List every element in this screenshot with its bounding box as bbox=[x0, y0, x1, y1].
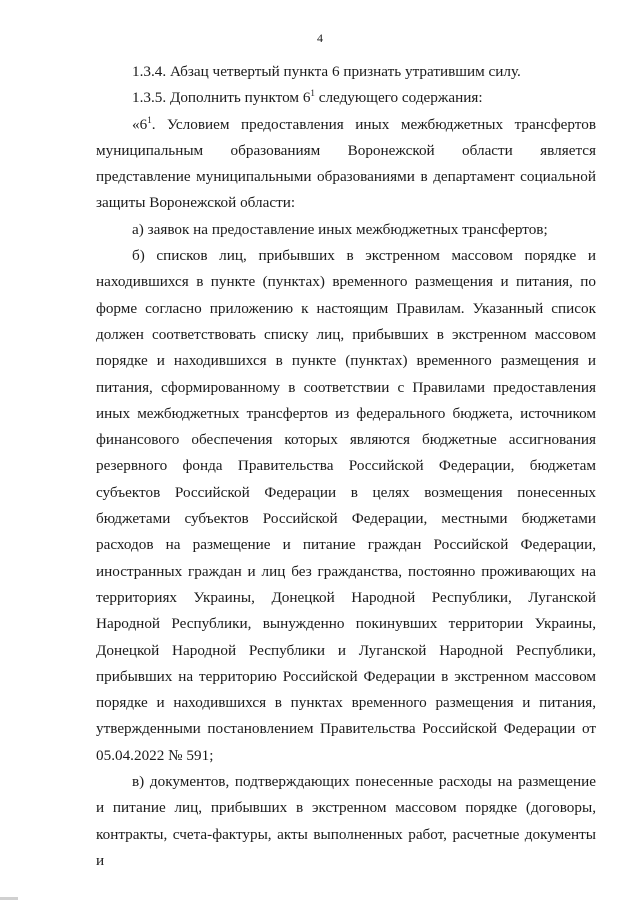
list-item-v: в) документов, подтверждающих понесенные расходы на размещение и питание лиц, прибывших в экстренном массовом порядке (договоры, контракты, счета-фактуры, акты выполненных работ, расчетные документы и bbox=[96, 773, 596, 869]
paragraph-1-3-5 bbox=[96, 85, 596, 111]
list-item-b: б) списков лиц, прибывших в экстренном массовом порядке и находившихся в пункте (пунктах) временного размещения и питания, по форме согласно приложению к настоящим Правилам. Указанный список должен соответствовать списку лиц, прибывших в экстренном массовом порядке и находившихся в пункте (пунктах) временного размещения и питания, сформированному в соответствии с Правилами предоставления иных межбюджетных трансфертов из федерального бюджета, источником финансового обеспечения которых являются бюджетные ассигнования резервного фонда Правительства Российской Федерации, бюджетам субъектов Российской Федерации в целях возмещения понесенных бюджетами субъектов Российской Федерации, местными бюджетами расходов на размещение и питание граждан Российской Федерации, иностранных граждан и лиц без гражданства, постоянно проживающих на территориях Украины, Донецкой Народной Республики, Луганской Народной Республики, вынужденно покинувших территории Украины, Донецкой Народной Республики и Луганской Народной Республики, прибывших на территорию Российской Федерации в экстренном массовом порядке и находившихся в пунктах временного размещения и питания, утвержденными постановлением Правительства Российской Федерации от 05.04.2022 № 591; bbox=[96, 247, 596, 764]
document-body bbox=[96, 59, 596, 874]
paragraph-6-1 bbox=[96, 112, 596, 217]
superscript-index: 1 bbox=[310, 88, 315, 99]
page-number: 4 bbox=[317, 31, 323, 45]
paragraph-1-3-5-text-before: 1.3.5. Дополнить пунктом 6 bbox=[132, 89, 311, 107]
paragraph-6-1-number: «6 bbox=[132, 115, 148, 133]
paragraph-1-3-5-text-after: следующего содержания: bbox=[314, 89, 483, 107]
paragraph-6-1-text: . Условием предоставления иных межбюджетных трансфертов муниципальным образованиям Воронежской области является представление муниципальными образованиями в департамент социальной защиты Воронежской области: bbox=[96, 115, 596, 212]
superscript-index: 1 bbox=[147, 114, 152, 125]
list-item-a: а) заявок на предоставление иных межбюджетных трансфертов; bbox=[132, 220, 548, 238]
paragraph-1-3-4: 1.3.4. Абзац четвертый пункта 6 признать утратившим силу. bbox=[132, 63, 521, 80]
